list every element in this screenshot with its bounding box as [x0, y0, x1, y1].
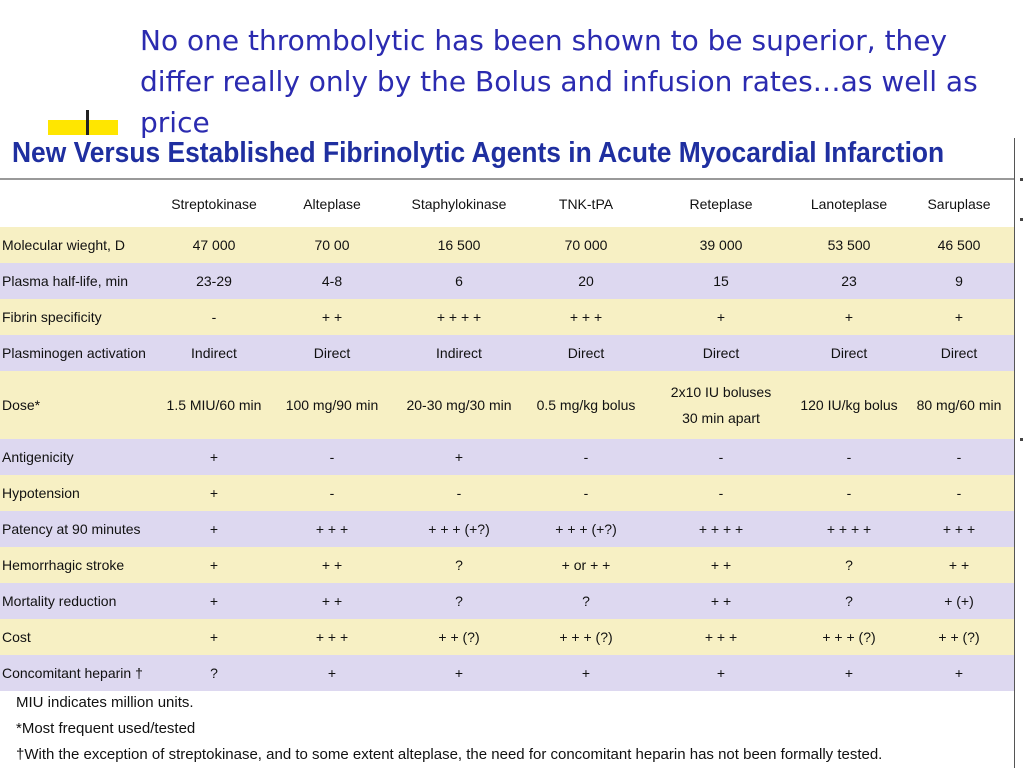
row-label: Dose* — [0, 371, 158, 439]
table-cell: - — [904, 475, 1014, 511]
table-cell: - — [648, 439, 794, 475]
table-cell: 9 — [904, 263, 1014, 299]
slide-title: No one thrombolytic has been shown to be superior, they differ really only by the Bolus and infusion rates…as well as price — [140, 24, 978, 139]
column-header-reteplase: Reteplase — [648, 180, 794, 227]
table-cell: + + + — [270, 619, 394, 655]
table-cell: + + + + — [794, 511, 904, 547]
table-cell: + + + — [524, 299, 648, 335]
table-cell: + + — [904, 547, 1014, 583]
table-row — [0, 655, 1014, 691]
column-header-blank — [0, 180, 158, 227]
table-cell: 0.5 mg/kg bolus — [524, 371, 648, 439]
row-label: Plasminogen activation — [0, 335, 158, 371]
column-header-saruplase: Saruplase — [904, 180, 1014, 227]
table-cell: + or + + — [524, 547, 648, 583]
table-row — [0, 619, 1014, 655]
table-cell: + — [158, 583, 270, 619]
table-row — [0, 371, 1014, 439]
table-cell: 46 500 — [904, 227, 1014, 263]
table-cell: + — [648, 299, 794, 335]
table-cell: 20 — [524, 263, 648, 299]
table-cell: ? — [524, 583, 648, 619]
table-cell: ? — [794, 547, 904, 583]
table-cell: + + + (+?) — [524, 511, 648, 547]
table-cell: - — [270, 439, 394, 475]
table-cell: 15 — [648, 263, 794, 299]
table-cell: + + — [270, 583, 394, 619]
table-cell: + + + + — [648, 511, 794, 547]
table-cell: 39 000 — [648, 227, 794, 263]
column-header-streptokinase: Streptokinase — [158, 180, 270, 227]
row-label: Mortality reduction — [0, 583, 158, 619]
table-cell: 16 500 — [394, 227, 524, 263]
table-cell: + — [158, 547, 270, 583]
table-cell: + — [794, 655, 904, 691]
table-cell: ? — [158, 655, 270, 691]
table-cell: + + + (?) — [524, 619, 648, 655]
table-cell: ? — [794, 583, 904, 619]
table-cell: ? — [394, 583, 524, 619]
table-header-row — [0, 180, 1014, 227]
table-row — [0, 547, 1014, 583]
table-cell: 20-30 mg/30 min — [394, 371, 524, 439]
table-cell: + + (?) — [904, 619, 1014, 655]
footnote-miu: MIU indicates million units. — [16, 694, 194, 711]
bullet-marker — [86, 110, 89, 135]
table-row — [0, 335, 1014, 371]
table-cell: + — [394, 655, 524, 691]
table-cell: + — [158, 511, 270, 547]
row-label: Antigenicity — [0, 439, 158, 475]
footnote-dose: *Most frequent used/tested — [16, 720, 196, 737]
table-cell: + — [158, 439, 270, 475]
row-label: Hemorrhagic stroke — [0, 547, 158, 583]
table-cell: Direct — [270, 335, 394, 371]
table-cell: + — [524, 655, 648, 691]
table-cell: 70 000 — [524, 227, 648, 263]
table-cell: + + + — [648, 619, 794, 655]
table-cell-line: 2x10 IU boluses — [670, 384, 772, 400]
table-cell: 1.5 MIU/60 min — [158, 371, 270, 439]
table-cell: 23-29 — [158, 263, 270, 299]
table-cell: - — [524, 475, 648, 511]
table-cell: Direct — [648, 335, 794, 371]
table-row — [0, 511, 1014, 547]
column-header-tnk-tpa: TNK-tPA — [524, 180, 648, 227]
table-cell: + — [904, 299, 1014, 335]
table-cell: + + — [270, 547, 394, 583]
footnotes — [16, 690, 882, 768]
table-cell: 70 00 — [270, 227, 394, 263]
table-cell: + + — [648, 583, 794, 619]
table-cell: - — [270, 475, 394, 511]
table-cell: 6 — [394, 263, 524, 299]
table-cell: Direct — [904, 335, 1014, 371]
table-body — [0, 227, 1014, 691]
table-cell: Indirect — [158, 335, 270, 371]
column-header-alteplase: Alteplase — [270, 180, 394, 227]
table-cell — [648, 371, 794, 439]
table-cell: 47 000 — [158, 227, 270, 263]
table-cell: + — [794, 299, 904, 335]
fibrinolytic-comparison-table — [0, 180, 1014, 691]
table-cell: + (+) — [904, 583, 1014, 619]
row-label: Hypotension — [0, 475, 158, 511]
table-cell: Direct — [524, 335, 648, 371]
table-row — [0, 583, 1014, 619]
table-cell: + + + (?) — [794, 619, 904, 655]
column-header-lanoteplase: Lanoteplase — [794, 180, 904, 227]
slide-frame-edge — [1014, 138, 1024, 768]
table-cell: 4-8 — [270, 263, 394, 299]
table-title: New Versus Established Fibrinolytic Agents in Acute Myocardial Infarction — [12, 137, 945, 169]
row-label: Patency at 90 minutes — [0, 511, 158, 547]
table-cell: - — [394, 475, 524, 511]
footnote-heparin: †With the exception of streptokinase, and to some extent alteplase, the need for concomitant heparin has not been formally tested. — [16, 746, 883, 763]
table-cell: - — [158, 299, 270, 335]
table-cell: - — [904, 439, 1014, 475]
table-cell: - — [648, 475, 794, 511]
table-cell: Indirect — [394, 335, 524, 371]
table-cell: + — [394, 439, 524, 475]
table-cell: + + + (+?) — [394, 511, 524, 547]
table-row — [0, 439, 1014, 475]
table-cell: + + + — [270, 511, 394, 547]
table-cell: + + + + — [394, 299, 524, 335]
row-label: Concomitant heparin † — [0, 655, 158, 691]
table-cell: + — [158, 475, 270, 511]
row-label: Plasma half-life, min — [0, 263, 158, 299]
table-cell: + + — [270, 299, 394, 335]
row-label: Molecular wieght, D — [0, 227, 158, 263]
table-cell: 53 500 — [794, 227, 904, 263]
table-row — [0, 227, 1014, 263]
table-cell: 80 mg/60 min — [904, 371, 1014, 439]
table-row — [0, 263, 1014, 299]
table-cell: 23 — [794, 263, 904, 299]
table-cell: + + + — [904, 511, 1014, 547]
comparison-table-container — [0, 178, 1014, 691]
table-cell: + + (?) — [394, 619, 524, 655]
table-cell: - — [794, 439, 904, 475]
row-label: Cost — [0, 619, 158, 655]
row-label: Fibrin specificity — [0, 299, 158, 335]
table-cell: ? — [394, 547, 524, 583]
table-row — [0, 475, 1014, 511]
table-cell: + + — [648, 547, 794, 583]
table-cell: + — [270, 655, 394, 691]
table-cell: - — [524, 439, 648, 475]
table-cell-line: 30 min apart — [682, 410, 760, 426]
table-cell: + — [648, 655, 794, 691]
table-cell: + — [158, 619, 270, 655]
column-header-staphylokinase: Staphylokinase — [394, 180, 524, 227]
table-cell: + — [904, 655, 1014, 691]
table-cell: Direct — [794, 335, 904, 371]
table-row — [0, 299, 1014, 335]
table-cell: 120 IU/kg bolus — [794, 371, 904, 439]
table-cell: - — [794, 475, 904, 511]
table-cell: 100 mg/90 min — [270, 371, 394, 439]
